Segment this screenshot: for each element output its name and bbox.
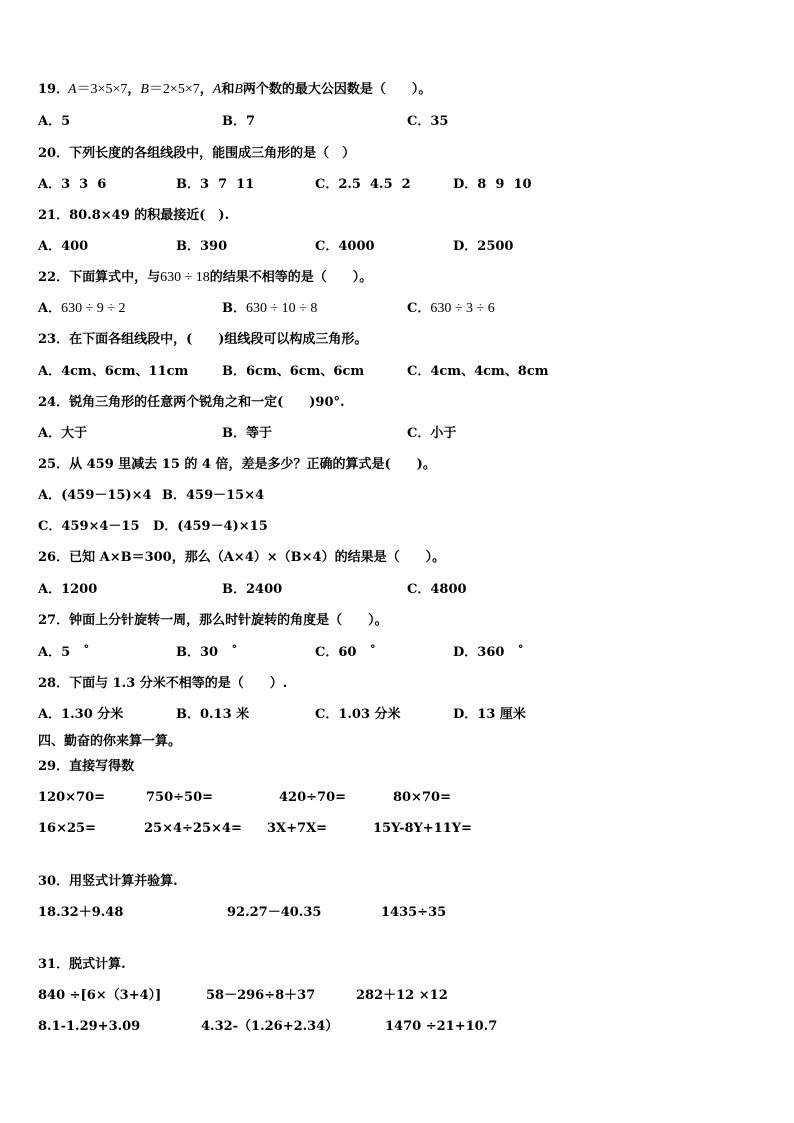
problem: 840 ÷[6×（3+4）]: [38, 988, 162, 1003]
problem: 750÷50=: [146, 790, 214, 805]
arithmetic-row-1: [0, 787, 794, 809]
options-28: [0, 704, 794, 726]
problem: 92.27－40.35: [227, 905, 322, 920]
options-21: [0, 236, 794, 258]
problem: 1470 ÷21+10.7: [385, 1019, 498, 1034]
problem: 80×70=: [393, 790, 451, 805]
option-a[interactable]: A．4cm、6cm、11cm: [38, 364, 189, 379]
question-20: [0, 143, 794, 165]
option-d[interactable]: D．(459－4)×15: [153, 519, 268, 534]
question-text: 两个数的最大公因数是（ ）。: [242, 82, 432, 97]
question-19: 19． A＝3×5×7，B＝2×5×7，A和B两个数的最大公因数是（ ）。: [0, 79, 794, 101]
problem: 15Y-8Y+11Y=: [373, 821, 472, 836]
question-29: [0, 756, 794, 778]
arithmetic-row-2: [0, 818, 794, 840]
option-b[interactable]: B．2400: [222, 582, 283, 597]
options-19: [0, 111, 794, 133]
question-text: 28．下面与 1.3 分米不相等的是（ ）.: [38, 676, 288, 691]
option-b[interactable]: B．459－15×4: [162, 488, 265, 503]
option-b[interactable]: B．630 ÷ 10 ÷ 8: [222, 301, 318, 316]
option-d[interactable]: D．8 9 10: [453, 177, 532, 192]
problem: 18.32＋9.48: [38, 905, 124, 920]
option-d[interactable]: D．360 ˚: [453, 645, 524, 660]
options-24: [0, 423, 794, 445]
question-31: [0, 954, 794, 976]
problem: 16×25=: [38, 821, 96, 836]
option-a[interactable]: A．400: [38, 239, 89, 254]
question-22: 22．下面算式中，与630 ÷ 18的结果不相等的是（ ）。: [38, 270, 373, 285]
option-c[interactable]: C．630 ÷ 3 ÷ 6: [407, 301, 495, 316]
option-a[interactable]: A．5: [38, 114, 71, 129]
option-b[interactable]: B．7: [222, 114, 256, 129]
question-text: 26．已知 A×B＝300，那么（A×4）×（B×4）的结果是（ ）。: [38, 550, 446, 565]
section-heading: [0, 731, 794, 753]
options-26: [0, 579, 794, 601]
question-28: [0, 673, 794, 695]
options-22: [0, 298, 794, 320]
question-30: [0, 871, 794, 893]
question-21: [0, 205, 794, 227]
option-c[interactable]: C．35: [407, 114, 449, 129]
problem: 8.1-1.29+3.09: [38, 1019, 141, 1034]
problem: 420÷70=: [279, 790, 347, 805]
question-text: 29．直接写得数: [38, 759, 135, 774]
options-27: [0, 642, 794, 664]
options-20: [0, 174, 794, 196]
question-25: [0, 454, 794, 476]
option-b[interactable]: B．390: [176, 239, 228, 254]
options-25-row-1: [0, 485, 794, 507]
option-c[interactable]: C．2.5 4.5 2: [315, 177, 411, 192]
problem: 282＋12 ×12: [356, 988, 448, 1003]
question-26: [0, 547, 794, 569]
option-a[interactable]: A．630 ÷ 9 ÷ 2: [38, 301, 126, 316]
question-24: [0, 392, 794, 414]
stepwise-row-2: [0, 1016, 794, 1038]
option-b[interactable]: B．0.13 米: [176, 707, 250, 722]
option-a[interactable]: A．1.30 分米: [38, 707, 124, 722]
problem: 4.32-（1.26+2.34）: [201, 1019, 339, 1034]
option-a[interactable]: A．1200: [38, 582, 98, 597]
vertical-calc-row: [0, 902, 794, 924]
option-d[interactable]: D．13 厘米: [453, 707, 526, 722]
question-text: 23．在下面各组线段中，( )组线段可以构成三角形。: [38, 332, 368, 347]
option-b[interactable]: B．3 7 11: [176, 177, 255, 192]
option-d[interactable]: D．2500: [453, 239, 514, 254]
option-b[interactable]: B．30 ˚: [176, 645, 238, 660]
option-c[interactable]: C．4800: [407, 582, 467, 597]
option-c[interactable]: C．459×4－15: [38, 519, 140, 534]
expression-b: ＝2×5×7: [148, 82, 200, 97]
option-a[interactable]: A．3 3 6: [38, 177, 107, 192]
question-27: [0, 610, 794, 632]
option-a[interactable]: A．(459－15)×4: [38, 488, 152, 503]
variable-a: A: [68, 82, 77, 97]
question-text: 31．脱式计算.: [38, 957, 126, 972]
options-23: [0, 361, 794, 383]
question-text: 20．下列长度的各组线段中，能围成三角形的是（ ）: [38, 146, 356, 161]
problem: 3X+7X=: [267, 821, 328, 836]
problem: 25×4÷25×4=: [144, 821, 242, 836]
variable-b: B: [140, 82, 149, 97]
problem: 58－296÷8＋37: [206, 988, 316, 1003]
question-text: 22．下面算式中，与: [38, 270, 161, 285]
question-text: 30．用竖式计算并验算.: [38, 874, 178, 889]
problem: 1435÷35: [381, 905, 447, 920]
option-a[interactable]: A．大于: [38, 426, 88, 441]
question-number: 19．: [38, 82, 70, 97]
question-text: 24．锐角三角形的任意两个锐角之和一定( )90°.: [38, 395, 345, 410]
question-text: 27．钟面上分针旋转一周，那么时针旋转的角度是（ ）。: [38, 613, 388, 628]
option-b[interactable]: B．等于: [222, 426, 272, 441]
expression: 630 ÷ 18: [160, 270, 210, 285]
question-text: 25．从 459 里减去 15 的 4 倍，差是多少？正确的算式是( )。: [38, 457, 436, 472]
section-4-heading: 四、勤奋的你来算一算。: [38, 734, 182, 749]
option-c[interactable]: C．小于: [407, 426, 457, 441]
option-b[interactable]: B．6cm、6cm、6cm: [222, 364, 365, 379]
option-c[interactable]: C．4cm、4cm、8cm: [407, 364, 549, 379]
stepwise-row-1: [0, 985, 794, 1007]
problem: 120×70=: [38, 790, 106, 805]
question-23: [0, 329, 794, 351]
option-c[interactable]: C．4000: [315, 239, 375, 254]
question-text: 21．80.8×49 的积最接近( ).: [38, 208, 230, 223]
options-25-row-2: [0, 516, 794, 538]
option-a[interactable]: A．5 ˚: [38, 645, 90, 660]
option-c[interactable]: C．1.03 分米: [315, 707, 401, 722]
option-c[interactable]: C．60 ˚: [315, 645, 376, 660]
expression-a: ＝3×5×7: [76, 82, 128, 97]
